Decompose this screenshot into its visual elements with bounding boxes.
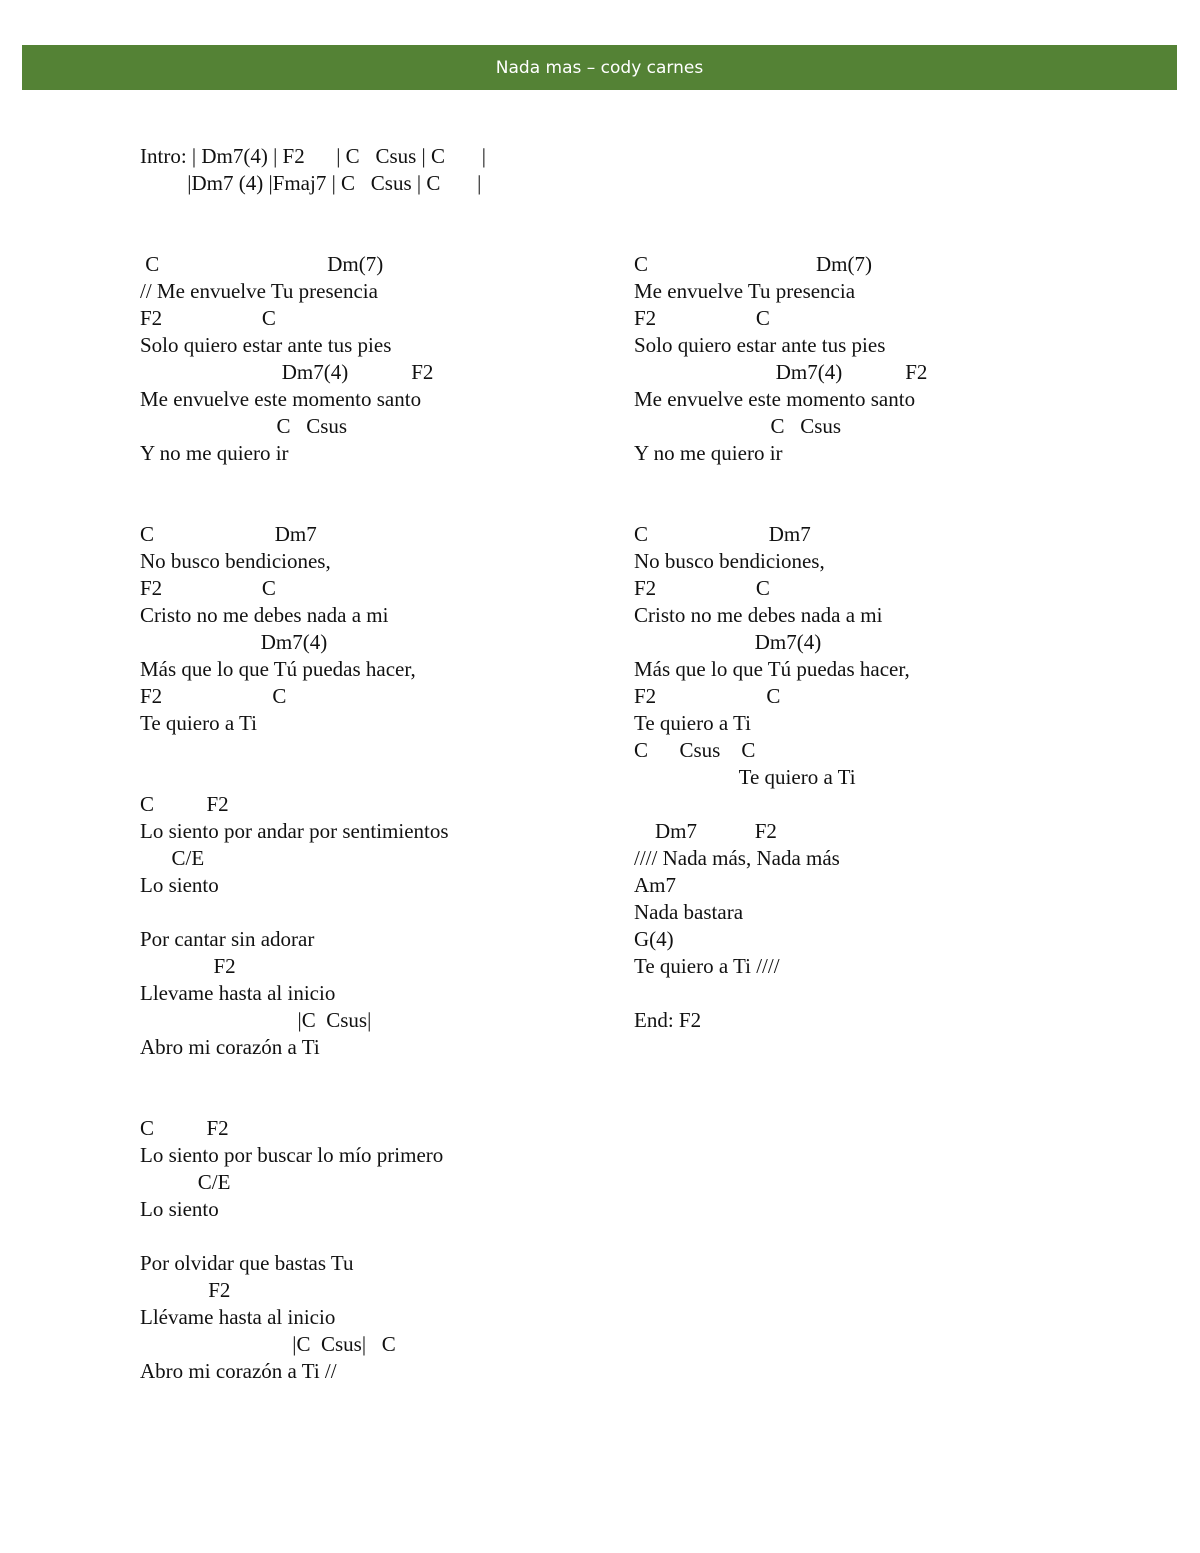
left-column-line: Llévame hasta al inicio — [140, 1305, 336, 1329]
right-column-line: //// Nada más, Nada más — [634, 846, 840, 870]
right-column-line: C Csus — [634, 414, 842, 438]
right-column-line: No busco bendiciones, — [634, 549, 825, 573]
right-column-line: Te quiero a Ti //// — [634, 954, 780, 978]
song-title: Nada mas – cody carnes — [495, 57, 704, 78]
left-column-line: // Me envuelve Tu presencia — [140, 279, 378, 303]
left-column-line: Lo siento — [140, 1197, 219, 1221]
left-column-line: Dm7(4) F2 — [140, 360, 434, 384]
intro-line: |Dm7 (4) |Fmaj7 | C Csus | C | — [140, 171, 482, 195]
right-column-line: Más que lo que Tú puedas hacer, — [634, 657, 910, 681]
left-column-line: Te quiero a Ti — [140, 711, 257, 735]
right-column-line: Dm7(4) — [634, 630, 822, 654]
left-column-line: F2 C — [140, 306, 276, 330]
right-column-line: Am7 — [634, 873, 676, 897]
left-column-line: C Csus — [140, 414, 348, 438]
right-column-line: Me envuelve Tu presencia — [634, 279, 856, 303]
left-column-line: C Dm(7) — [140, 252, 384, 276]
intro-line: Intro: | Dm7(4) | F2 | C Csus | C | — [140, 144, 486, 168]
left-column-line: |C Csus| C — [140, 1332, 396, 1356]
right-column-line: Dm7(4) F2 — [634, 360, 928, 384]
left-column-line: F2 — [140, 954, 236, 978]
left-column-line: Más que lo que Tú puedas hacer, — [140, 657, 416, 681]
right-column-line: C Dm7 — [634, 522, 811, 546]
left-column-line: F2 C — [140, 684, 287, 708]
right-column-line: C Csus C — [634, 738, 756, 762]
right-column-line: Y no me quiero ir — [634, 441, 783, 465]
right-column-line: Solo quiero estar ante tus pies — [634, 333, 886, 357]
left-column-line: Abro mi corazón a Ti — [140, 1035, 320, 1059]
left-column-line: C F2 — [140, 792, 229, 816]
right-column-line: F2 C — [634, 576, 770, 600]
right-column-line: C Dm(7) — [634, 252, 872, 276]
right-column-line: G(4) — [634, 927, 674, 951]
title-banner — [22, 45, 1177, 90]
left-column-line: Llevame hasta al inicio — [140, 981, 336, 1005]
left-column-line: No busco bendiciones, — [140, 549, 331, 573]
left-column-line: C/E — [140, 846, 205, 870]
left-column-line: C/E — [140, 1170, 231, 1194]
left-column-line: C F2 — [140, 1116, 229, 1140]
left-column-line: Cristo no me debes nada a mi — [140, 603, 389, 627]
left-column-line: Por cantar sin adorar — [140, 927, 315, 951]
right-column-line: F2 C — [634, 684, 781, 708]
left-column-line: Lo siento por andar por sentimientos — [140, 819, 449, 843]
right-column-line: End: F2 — [634, 1008, 702, 1032]
right-column-line: Te quiero a Ti — [634, 765, 856, 789]
left-column-line: Dm7(4) — [140, 630, 328, 654]
left-column-line: Y no me quiero ir — [140, 441, 289, 465]
left-column-line: F2 C — [140, 576, 276, 600]
right-column-line: Me envuelve este momento santo — [634, 387, 916, 411]
left-column-line: Me envuelve este momento santo — [140, 387, 422, 411]
left-column-line: Solo quiero estar ante tus pies — [140, 333, 392, 357]
right-column-line: Te quiero a Ti — [634, 711, 751, 735]
left-column-line: F2 — [140, 1278, 231, 1302]
right-column-line: Nada bastara — [634, 900, 744, 924]
left-column-line: C Dm7 — [140, 522, 317, 546]
left-column-line: Lo siento — [140, 873, 219, 897]
left-column-line: Por olvidar que bastas Tu — [140, 1251, 354, 1275]
left-column-line: Lo siento por buscar lo mío primero — [140, 1143, 444, 1167]
left-column-line: |C Csus| — [140, 1008, 372, 1032]
left-column-line: Abro mi corazón a Ti // — [140, 1359, 337, 1383]
right-column-line: F2 C — [634, 306, 770, 330]
right-column-line: Dm7 F2 — [634, 819, 777, 843]
right-column-line: Cristo no me debes nada a mi — [634, 603, 883, 627]
